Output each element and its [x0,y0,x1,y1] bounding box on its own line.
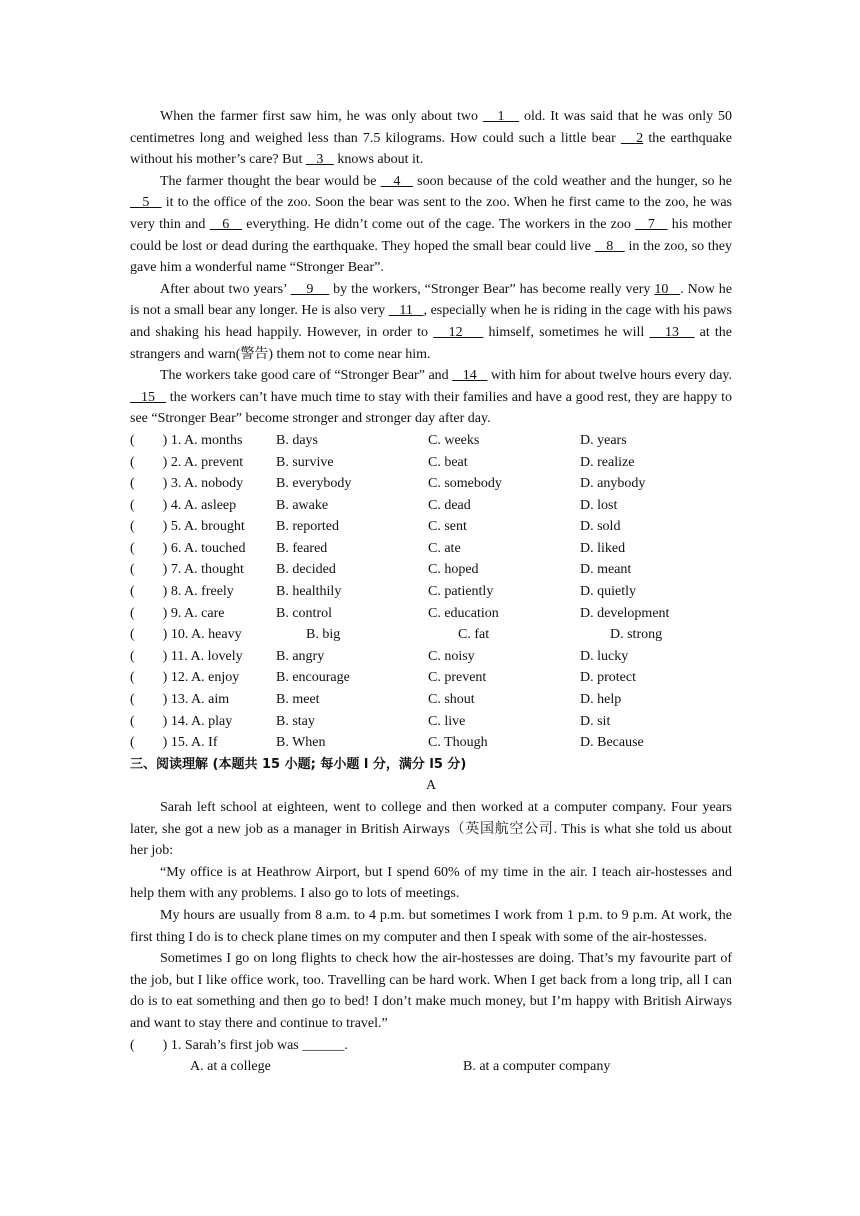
cloze-options [130,430,732,754]
question-option-a: ( ) 2. A. prevent [130,454,244,470]
option-b: B. feared [276,540,328,556]
option-b: B. survive [276,454,334,470]
option-c: C. weeks [428,432,480,448]
option-d: D. sit [580,713,611,729]
option-b: B. angry [276,648,325,664]
option-d: D. lucky [580,648,629,664]
question-option-a: ( ) 15. A. If [130,735,218,751]
option-b: B. awake [276,497,329,513]
option-d: D. liked [580,540,626,556]
option-c: C. ate [428,540,461,556]
cloze-option-row [130,581,732,603]
reading-passage-label: A [425,778,437,794]
option-c: C. shout [428,692,475,708]
reading-paragraph-2: “My office is at Heathrow Airport, but I spend 60% of my time in the air. I teach air-hostesses and help them with any problems. I also go to lots of meetings. [130,864,732,902]
option-d: D. lost [580,497,618,513]
reading-paragraph-3: My hours are usually from 8 a.m. to 4 p.m. but sometimes I work from 1 p.m. to 9 p.m. At work, the first thing I do is to check plane times on my computer and then I speak with some of the air-hostesses. [130,907,732,945]
question-option-a: ( ) 14. A. play [130,713,233,729]
option-c: C. sent [428,519,467,535]
option-d: D. meant [580,562,632,578]
cloze-paragraph-4 [130,365,736,430]
passage-text: everything. He didn’t come out of the cage. The workers in the zoo [242,216,636,232]
cloze-option-row [130,559,732,581]
cloze-option-row [130,495,732,517]
option-b: B. healthily [276,584,342,600]
passage-text: the workers can’t have much time to stay with their families and have a good rest, they are happy to see “Stronger Bear” become stronger and stronger day after day. [130,389,736,427]
cloze-option-row [130,603,732,625]
passage-text: . Now he is not a small bear any longer. He is also very [130,281,736,319]
option-d: D. years [580,432,627,448]
reading-paragraph-4: Sometimes I go on long flights to check how the air-hostesses are doing. That’s my favourite part of the job, but I like office work, too. Travelling can be hard work. When I get back from a long trip, all I can do is to eat something and then go to bed! I don’t make much money, but I’m happy with British Airways and want to stay there and continue to travel.” [130,951,732,1031]
answer-blank: 14 [452,368,488,384]
worksheet-page [130,106,736,1078]
option-b: B. stay [276,713,315,729]
question-option-a: ( ) 12. A. enjoy [130,670,240,686]
question-option-a: ( ) 8. A. freely [130,584,234,600]
question-option-a: ( ) 10. A. heavy [130,627,242,643]
answer-blank: 4 [380,173,413,189]
passage-text: knows about it. [333,152,424,168]
cloze-option-row [130,689,732,711]
reading-question-1 [130,1035,732,1057]
option-c: C. hoped [428,562,479,578]
option-b: B. days [276,432,318,448]
option-c: C. education [428,605,499,621]
question-option-a: ( ) 9. A. care [130,605,225,621]
reading-paragraph-1: Sarah left school at eighteen, went to college and then worked at a computer company. Four years later, she got a new job as a manager in British Airways（英国航空公司. This is what she told us about her job: [130,800,732,859]
answer-blank: 10 [654,281,681,297]
answer-blank: 9 [290,281,330,297]
passage-text: himself, sometimes he will [483,324,650,340]
cloze-option-row [130,667,732,689]
reading-question-1-options [130,1056,732,1078]
answer-blank: 7 [635,216,668,232]
answer-blank: 6 [209,216,242,232]
cloze-option-row [130,711,732,733]
option-b: B. control [276,605,332,621]
cloze-option-row [130,538,732,560]
cloze-option-row [130,646,732,668]
option-b: B. When [276,735,326,751]
option-c: C. noisy [428,648,475,664]
option-c: C. prevent [428,670,487,686]
passage-text: The workers take good care of “Stronger Bear” and [160,368,453,384]
cloze-option-row [130,516,732,538]
option-b: B. encourage [276,670,350,686]
option-b: B. at a computer company [463,1059,611,1075]
passage-text: by the workers, “Stronger Bear” has become really very [329,281,655,297]
cloze-option-row [130,430,732,452]
option-c: C. Though [428,735,488,751]
option-a: A. at a college [190,1059,271,1075]
answer-blank: 5 [130,195,162,211]
answer-blank: 12 [433,324,484,340]
cloze-option-row [130,624,732,646]
option-d: D. anybody [580,476,646,492]
cloze-option-row [130,452,732,474]
passage-text: soon because of the cold weather and the hunger, so he [412,173,736,189]
answer-blank: 11 [388,303,424,319]
option-d: D. protect [580,670,636,686]
cloze-option-row [130,473,732,495]
passage-text: in the zoo, so they gave him a wonderful name “Stronger Bear”. [130,238,736,276]
option-c: C. live [428,713,466,729]
passage-text: , especially when he is riding in the cage with his paws and shaking his head happily. However, in order to [130,303,736,340]
answer-blank: 8 [594,238,625,254]
question-option-a: ( ) 6. A. touched [130,540,246,556]
option-b: B. everybody [276,476,352,492]
passage-text: with him for about twelve hours every day. [487,368,736,384]
passage-text: When the farmer first saw him, he was only about two [160,109,483,124]
passage-text: the earthquake without his mother’s care? But [130,130,736,168]
cloze-passage [130,106,736,430]
option-d: D. strong [610,627,663,643]
option-b: B. decided [276,562,336,578]
question-option-a: ( ) 3. A. nobody [130,476,244,492]
option-d: D. quietly [580,584,636,600]
question-option-a: ( ) 11. A. lovely [130,648,243,664]
passage-text: it to the office of the zoo. Soon the bear was sent to the zoo. When he first came to the zoo, he was very thin and [130,195,736,232]
cloze-paragraph-2 [130,171,736,279]
option-d: D. Because [580,735,644,751]
passage-text: his mother could be lost or dead during the earthquake. They hoped the small bear could live [130,216,736,254]
option-c: C. dead [428,497,471,513]
answer-blank: 13 [649,324,695,340]
option-b: B. big [306,627,341,643]
option-d: D. development [580,605,670,621]
passage-text: at the strangers and warn(警告) them not to come near him. [130,324,736,362]
option-b: B. meet [276,692,320,708]
question-option-a: ( ) 4. A. asleep [130,497,237,513]
option-d: D. help [580,692,622,708]
option-d: D. realize [580,454,635,470]
answer-blank: 15 [130,389,167,405]
passage-text: old. It was said that he was only 50 centimetres long and weighed less than 7.5 kilograms. How could such a little bear [130,109,736,146]
answer-blank: 2 [620,130,644,146]
option-c: C. fat [458,627,490,643]
question-option-a: ( ) 1. A. months [130,432,243,448]
reading-section-heading: 三、阅读理解 (本题共 15 小题; 每小题 l 分，满分 l5 分) [130,756,467,772]
passage-text: After about two years’ [160,281,291,297]
option-c: C. patiently [428,584,494,600]
question-option-a: ( ) 13. A. aim [130,692,230,708]
answer-blank: 3 [305,152,334,168]
question-stem: ( ) 1. Sarah’s first job was ______. [130,1037,348,1053]
option-b: B. reported [276,519,339,535]
passage-text: The farmer thought the bear would be [160,173,381,189]
option-c: C. somebody [428,476,502,492]
question-option-a: ( ) 5. A. brought [130,519,245,535]
option-c: C. beat [428,454,468,470]
cloze-option-row [130,732,732,754]
option-d: D. sold [580,519,621,535]
question-option-a: ( ) 7. A. thought [130,562,244,578]
cloze-paragraph-3 [130,279,736,365]
cloze-paragraph-1 [130,106,736,171]
answer-blank: 1 [482,109,520,124]
